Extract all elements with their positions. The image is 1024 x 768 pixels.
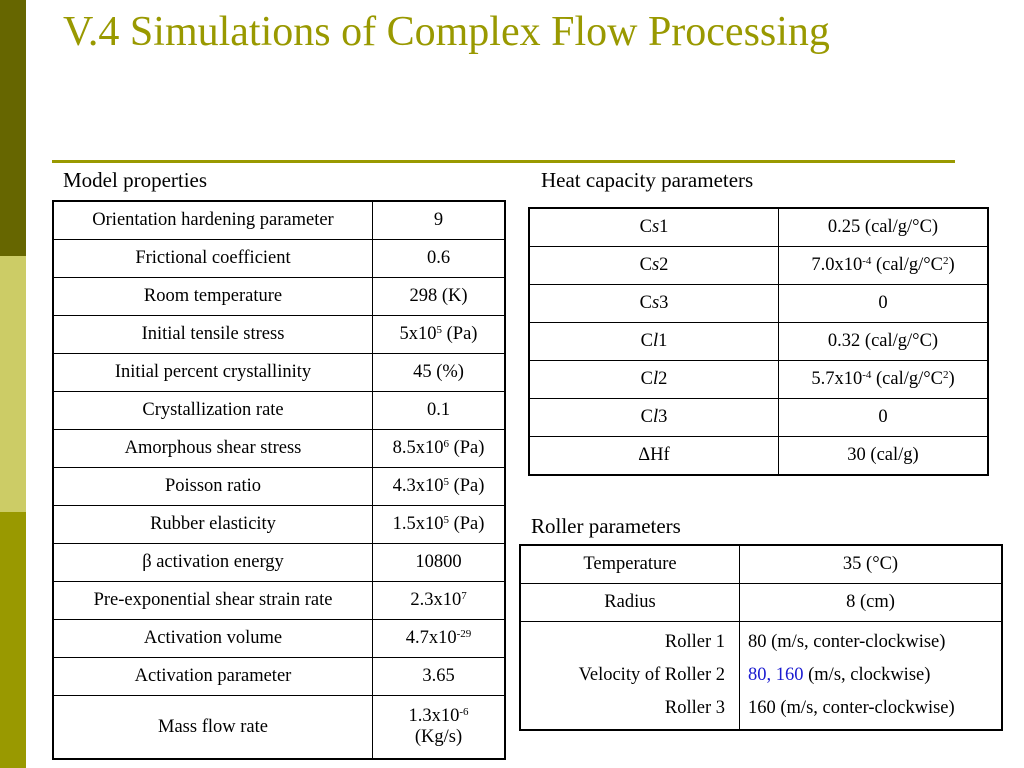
symbol-subscript: s (651, 255, 660, 275)
unit-exponent: 2 (943, 369, 949, 381)
param-value (373, 468, 506, 506)
symbol-base: C (640, 369, 653, 389)
radius-label: Radius (520, 584, 740, 622)
value-base: 8.5x10 (392, 438, 444, 458)
symbol-subscript: s (651, 217, 660, 237)
param-value: 45 (%) (373, 354, 506, 392)
value-unit: (cal/g/°C (871, 255, 943, 275)
param-name: Amorphous shear stress (53, 430, 373, 468)
symbol-base: C (640, 407, 653, 427)
param-value (779, 361, 989, 399)
table-row (53, 392, 505, 430)
table-row (53, 354, 505, 392)
roller-2-direction: (m/s, clockwise) (803, 665, 931, 685)
param-symbol (529, 247, 779, 285)
value-unit: (Pa) (448, 476, 485, 496)
value-exponent: 7 (461, 590, 467, 602)
table-row (529, 399, 988, 437)
temperature-value: 35 (°C) (740, 545, 1003, 584)
roller-parameters-table (519, 544, 1003, 731)
unit-exponent: 2 (943, 255, 949, 267)
value-base: 4.3x10 (392, 476, 444, 496)
symbol-index: 3 (659, 293, 669, 313)
param-name: Frictional coefficient (53, 240, 373, 278)
param-name: Mass flow rate (53, 696, 373, 760)
value-base: 4.7x10 (405, 628, 457, 648)
param-name: Rubber elasticity (53, 506, 373, 544)
param-name: Initial tensile stress (53, 316, 373, 354)
table-row (520, 545, 1002, 584)
value-base: 1.3x10 (408, 706, 460, 726)
param-value (373, 696, 506, 760)
param-value (779, 247, 989, 285)
value-unit: (Pa) (448, 438, 485, 458)
param-name: Poisson ratio (53, 468, 373, 506)
param-value: 30 (cal/g) (779, 437, 989, 476)
symbol-subscript: l (652, 407, 659, 427)
roller-1-velocity: 80 (m/s, conter-clockwise) (748, 632, 946, 652)
roller-1-label: Roller 1 (664, 632, 725, 652)
table-row (53, 582, 505, 620)
param-name: Room temperature (53, 278, 373, 316)
roller-2-velocity (748, 659, 993, 692)
param-value (373, 316, 506, 354)
symbol-base: C (639, 255, 652, 275)
temperature-label: Temperature (520, 545, 740, 584)
param-symbol (529, 361, 779, 399)
symbol-subscript: l (652, 369, 659, 389)
param-value: 9 (373, 201, 506, 240)
table-row (529, 208, 988, 247)
param-value: 0.6 (373, 240, 506, 278)
table-row (529, 247, 988, 285)
symbol-base: C (639, 293, 652, 313)
param-value (373, 506, 506, 544)
value-unit: (Pa) (442, 324, 478, 344)
table-row (53, 278, 505, 316)
symbol-base: C (640, 331, 653, 351)
param-value: 3.65 (373, 658, 506, 696)
velocity-labels (520, 622, 740, 731)
value-exponent: -4 (862, 255, 872, 267)
symbol-index: 1 (658, 331, 668, 351)
param-value: 0.1 (373, 392, 506, 430)
model-properties-table (52, 200, 506, 760)
param-value: 0.25 (cal/g/°C) (779, 208, 989, 247)
value-close: ) (948, 369, 955, 389)
table-row (53, 468, 505, 506)
value-base: 7.0x10 (811, 255, 863, 275)
heat-capacity-table (528, 207, 989, 476)
heat-capacity-caption: Heat capacity parameters (541, 168, 754, 192)
param-symbol (529, 437, 779, 476)
symbol-index: 3 (658, 407, 668, 427)
table-row (53, 544, 505, 582)
symbol-subscript: s (651, 293, 660, 313)
roller-3-label: Roller 3 (664, 698, 725, 718)
param-name: Initial percent crystallinity (53, 354, 373, 392)
radius-value: 8 (cm) (740, 584, 1003, 622)
symbol-subscript: l (652, 331, 659, 351)
accent-bar-bottom (0, 512, 26, 768)
table-row (529, 437, 988, 476)
value-exponent: -4 (862, 369, 872, 381)
value-base: 5x10 (399, 324, 437, 344)
param-value: 298 (K) (373, 278, 506, 316)
param-name: Pre-exponential shear strain rate (53, 582, 373, 620)
value-close: ) (948, 255, 955, 275)
param-name: Activation volume (53, 620, 373, 658)
table-row (53, 620, 505, 658)
param-symbol (529, 285, 779, 323)
param-value (373, 582, 506, 620)
param-value: 10800 (373, 544, 506, 582)
table-row (53, 696, 505, 760)
value-base: 1.5x10 (392, 514, 444, 534)
accent-bar-top (0, 0, 26, 256)
param-name: Orientation hardening parameter (53, 201, 373, 240)
slide-title: V.4 Simulations of Complex Flow Processing (63, 9, 830, 55)
roller-2-speeds: 80, 160 (748, 665, 804, 685)
symbol-index: 2 (658, 369, 668, 389)
table-row (53, 430, 505, 468)
param-name: Crystallization rate (53, 392, 373, 430)
param-symbol (529, 208, 779, 247)
table-row (53, 201, 505, 240)
param-name: β activation energy (53, 544, 373, 582)
symbol-index: 2 (659, 255, 669, 275)
table-row (53, 506, 505, 544)
param-value: 0.32 (cal/g/°C) (779, 323, 989, 361)
symbol-base: ΔHf (638, 445, 670, 465)
param-value (373, 620, 506, 658)
velocity-values (740, 622, 1003, 731)
value-unit: (Kg/s) (414, 727, 463, 747)
value-exponent: 6 (443, 438, 449, 450)
value-exponent: 5 (436, 324, 443, 336)
symbol-index: 1 (659, 217, 669, 237)
table-row (520, 622, 1002, 731)
table-row (53, 316, 505, 354)
value-exponent: 5 (443, 514, 449, 526)
model-properties-caption: Model properties (63, 168, 208, 192)
table-row (53, 658, 505, 696)
value-unit: (cal/g/°C (871, 369, 943, 389)
param-value (373, 430, 506, 468)
param-value: 0 (779, 399, 989, 437)
value-exponent: -29 (456, 628, 472, 640)
value-exponent: 5 (443, 476, 449, 488)
table-row (529, 361, 988, 399)
param-value: 0 (779, 285, 989, 323)
table-row (53, 240, 505, 278)
table-row (520, 584, 1002, 622)
roller-parameters-caption: Roller parameters (531, 514, 681, 538)
title-divider (52, 160, 955, 163)
value-base: 2.3x10 (410, 590, 462, 610)
velocity-roller-2-label: Velocity of Roller 2 (578, 665, 725, 685)
value-unit: (Pa) (448, 514, 485, 534)
roller-3-velocity: 160 (m/s, conter-clockwise) (748, 698, 955, 718)
table-row (529, 323, 988, 361)
accent-bar-middle (0, 256, 26, 512)
table-row (529, 285, 988, 323)
symbol-base: C (639, 217, 652, 237)
param-name: Activation parameter (53, 658, 373, 696)
value-base: 5.7x10 (811, 369, 863, 389)
param-symbol (529, 323, 779, 361)
value-exponent: -6 (459, 706, 469, 718)
param-symbol (529, 399, 779, 437)
